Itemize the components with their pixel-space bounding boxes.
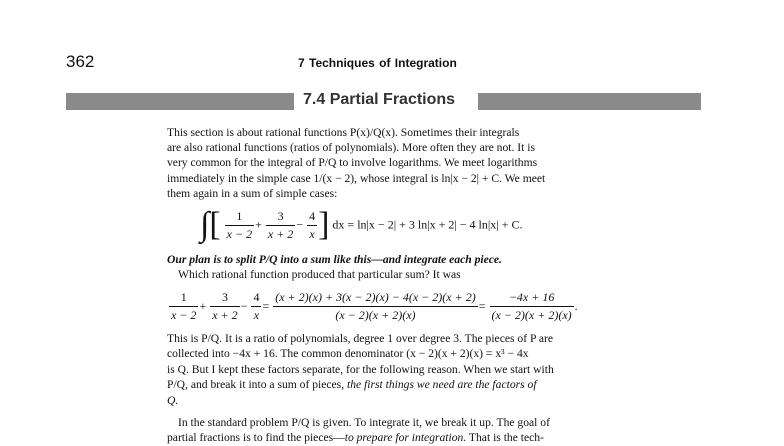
paragraph-intro-line-1: This section is about rational functions P(x)/Q(x). Sometimes their integrals — [167, 126, 520, 139]
fraction-1-over-x-minus-2: $\frac{1}{x - 2}$ — [226, 208, 253, 241]
emphasis-prepare-integration: to prepare for integration. — [344, 431, 467, 444]
combined-fraction: $\frac{(x + 2)(x) + 3(x - 2)(x) - 4(x - 2)(x + 2)}{(x - 2)(x + 2)(x)}$ — [275, 290, 476, 322]
running-title: 7 Techniques of Integration — [298, 56, 457, 70]
fraction-3-over-x-plus-2: $\frac{3}{x + 2}$ — [267, 208, 294, 241]
integral-equation: ∫[ $\frac{1}{x - 2}$ + $\frac{3}{x + 2}$ − $\frac{4}{x}$ ] dx = ln|x − 2| + 3 ln|x + 2| − 4 ln|x| + C. — [200, 206, 523, 243]
paragraph-explain-line-4: P/Q, and break it into a sum of pieces, the first things we need are the factors of — [167, 378, 537, 391]
emphasis-factors-of-q: the first things we need are the factors of — [347, 378, 537, 391]
integral-sign: ∫ — [200, 206, 210, 243]
paragraph-intro-line-2: are also rational functions (ratios of polynomials). More often they are not. It is — [167, 141, 535, 154]
fraction-1-over-x-minus-2: $\frac{1}{x - 2}$ — [171, 290, 197, 322]
page-number: 362 — [66, 52, 95, 71]
question-line: Which rational function produced that particular sum? It was — [178, 268, 461, 281]
paragraph-intro-line-3: very common for the integral of P/Q to involve logarithms. We meet logarithms — [167, 156, 538, 169]
plan-statement: Our plan is to split P/Q into a sum like this—and integrate each piece. — [167, 253, 502, 266]
section-title: 7.4 Partial Fractions — [303, 91, 456, 108]
fraction-3-over-x-plus-2: $\frac{3}{x + 2}$ — [212, 290, 238, 322]
left-bracket: [ — [209, 206, 221, 243]
paragraph-intro-line-5: them again in a sum of simple cases: — [167, 187, 338, 200]
fraction-4-over-x: $\frac{4}{x}$ — [253, 290, 260, 322]
paragraph-explain-line-1: This is P/Q. It is a ratio of polynomials, degree 1 over degree 3. The pieces of P are — [167, 332, 554, 345]
paragraph-explain-line-3: is Q. But I kept these factors separate, for the following reason. When we start with — [167, 363, 554, 376]
paragraph-explain-line-5: Q. — [167, 394, 179, 407]
sum-combination-equation: $\frac{1}{x - 2}$ + $\frac{3}{x + 2}$ − $\frac{4}{x}$ = $\frac{(x + 2)(x) + 3(x - 2)(x) - 4(x - 2)(x + 2)}{(x - 2)(x + 2)(x)}$ = $\frac{-4x + 16}{(x - 2)(x + 2)(x)}$ . — [171, 290, 578, 322]
paragraph-standard-line-2: partial fractions is to find the pieces—to prepare for integration. That is the tech- — [167, 431, 544, 444]
integral-result: dx = ln|x − 2| + 3 ln|x + 2| − 4 ln|x| + C. — [332, 217, 523, 232]
fraction-4-over-x: $\frac{4}{x}$ — [309, 208, 316, 241]
paragraph-explain-line-2: collected into −4x + 16. The common denominator (x − 2)(x + 2)(x) = x³ − 4x — [167, 347, 529, 360]
simplified-fraction: $\frac{-4x + 16}{(x - 2)(x + 2)(x)}$ — [491, 290, 572, 322]
section-bar-left — [66, 93, 294, 110]
section-bar-right — [478, 93, 701, 110]
paragraph-standard-line-1: In the standard problem P/Q is given. To integrate it, we break it up. The goal of — [178, 416, 550, 429]
paragraph-intro-line-4: immediately in the simple case 1/(x − 2), whose integral is ln|x − 2| + C. We meet — [167, 172, 546, 185]
right-bracket: ] — [318, 206, 330, 243]
